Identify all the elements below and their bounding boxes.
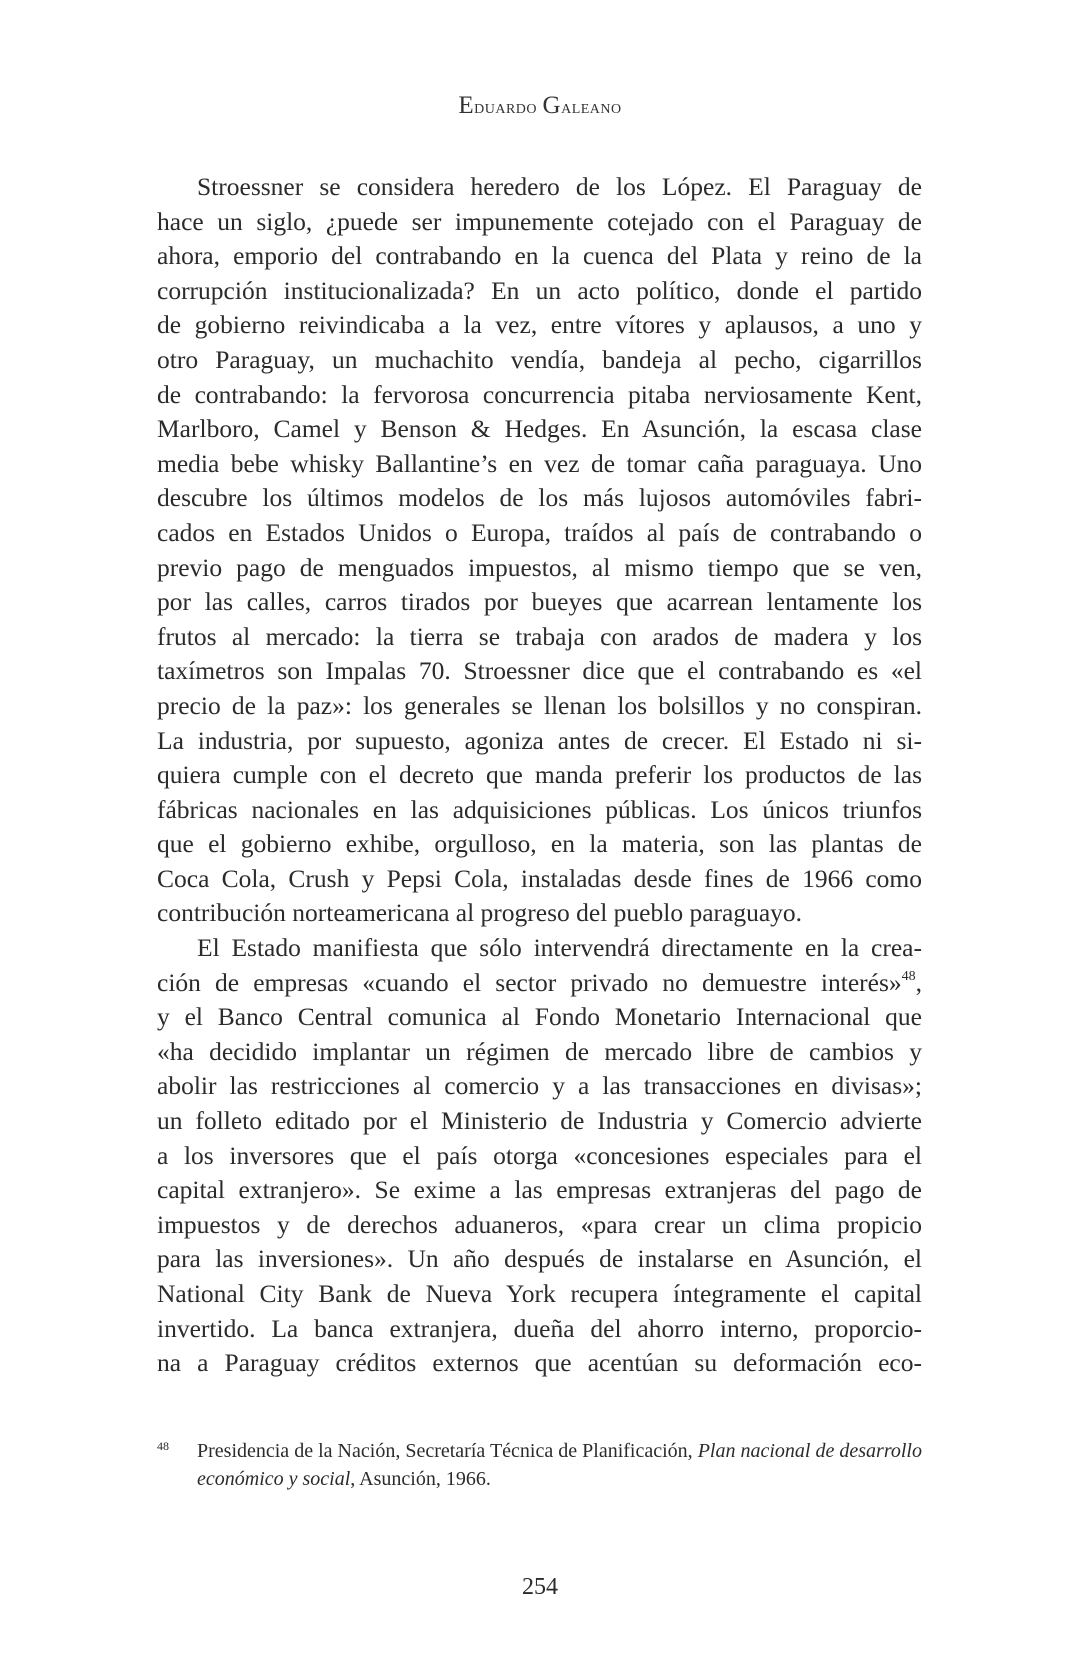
text-line: Coca Cola, Crush y Pepsi Cola, instaladas desde fines de 1966 como	[157, 863, 922, 893]
text-line: corrupción institucionalizada? En un acto político, donde el partido	[157, 275, 922, 305]
text-line: Stroessner se considera heredero de los López. El Paraguay de	[197, 172, 922, 201]
text-line: ahora, emporio del contrabando en la cuenca del Plata y reino de la	[157, 241, 922, 271]
running-head-initial-1: E	[458, 92, 475, 119]
text-line: y el Banco Central comunica al Fondo Monetario Internacional que	[157, 1002, 922, 1032]
text-line: hace un siglo, ¿puede ser impunemente cotejado con el Paraguay de	[157, 206, 922, 236]
text-line: precio de la paz»: los generales se llenan los bolsillos y no conspiran.	[157, 690, 922, 720]
text-line: para las inversiones». Un año después de instalarse en Asunción, el	[157, 1244, 922, 1274]
text-line: na a Paraguay créditos externos que acentúan su deformación eco-	[157, 1348, 922, 1378]
text-line: El Estado manifiesta que sólo intervendrá directamente en la crea-	[197, 933, 922, 963]
running-head-rest-1: duardo	[474, 96, 543, 118]
text-line: fábricas nacionales en las adquisiciones públicas. Los únicos triunfos	[157, 794, 922, 824]
running-head-author	[0, 92, 1080, 120]
text-line: capital extranjero». Se exime a las empresas extranjeras del pago de	[157, 1175, 922, 1205]
text-line: invertido. La banca extranjera, dueña del ahorro interno, proporcio-	[157, 1313, 922, 1343]
running-head-initial-2: G	[542, 92, 562, 119]
text-line: frutos al mercado: la tierra se trabaja con arados de madera y los	[157, 621, 922, 651]
text-line: que el gobierno exhibe, orgulloso, en la materia, son las plantas de	[157, 829, 922, 859]
body-text	[157, 170, 922, 1381]
footnote-title-italic: Plan nacional de desarrollo económico y social	[197, 1440, 922, 1490]
text-line: descubre los últimos modelos de los más lujosos automóviles fabri-	[157, 483, 922, 513]
footnote-text	[197, 1437, 922, 1493]
text-line: Marlboro, Camel y Benson & Hedges. En Asunción, la escasa clase	[157, 414, 922, 444]
running-head-rest-2: aleano	[561, 96, 622, 118]
footnote-text-part: , Asunción, 1966.	[350, 1468, 491, 1490]
text-line: taxímetros son Impalas 70. Stroessner dice que el contrabando es «el	[157, 656, 922, 686]
footnote-number: 48	[157, 1439, 169, 1453]
text-line: National City Bank de Nueva York recupera íntegramente el capital	[157, 1279, 922, 1308]
text-line: «ha decidido implantar un régimen de mercado libre de cambios y	[157, 1036, 922, 1066]
text-line: a los inversores que el país otorga «concesiones especiales para el	[157, 1140, 922, 1170]
text-line-punctuation: ,	[915, 967, 922, 997]
text-line: otro Paraguay, un muchachito vendía, bandeja al pecho, cigarrillos	[157, 344, 922, 374]
text-line-content: ción de empresas «cuando el sector privado no demuestre interés»	[157, 967, 902, 997]
text-line: de gobierno reivindicaba a la vez, entre vítores y aplausos, a uno y	[157, 310, 922, 340]
text-line: La industria, por supuesto, agoniza antes de crecer. El Estado ni si-	[157, 725, 922, 755]
page-number: 254	[522, 1574, 558, 1600]
text-line: quiera cumple con el decreto que manda preferir los productos de las	[157, 760, 922, 790]
text-line: abolir las restricciones al comercio y a las transacciones en divisas»;	[157, 1071, 922, 1101]
text-line: de contrabando: la fervorosa concurrencia pitaba nerviosamente Kent,	[157, 379, 922, 409]
text-line-with-footnote-ref	[157, 966, 922, 1001]
footnote-reference[interactable]: 48	[901, 968, 916, 984]
text-line: por las calles, carros tirados por bueyes que acarrean lentamente los	[157, 587, 922, 617]
text-line: previo pago de menguados impuestos, al mismo tiempo que se ven,	[157, 552, 922, 582]
text-line: impuestos y de derechos aduaneros, «para crear un clima propicio	[157, 1209, 922, 1239]
text-line: media bebe whisky Ballantine’s en vez de tomar caña paraguaya. Uno	[157, 448, 922, 478]
footnote-text-part: Presidencia de la Nación, Secretaría Técnica de Planificación,	[197, 1440, 698, 1462]
text-line: contribución norteamericana al progreso del pueblo paraguayo.	[157, 898, 803, 928]
text-line: un folleto editado por el Ministerio de Industria y Comercio advierte	[157, 1106, 922, 1136]
text-line: cados en Estados Unidos o Europa, traídos al país de contrabando o	[157, 517, 922, 547]
footnote	[157, 1437, 922, 1493]
